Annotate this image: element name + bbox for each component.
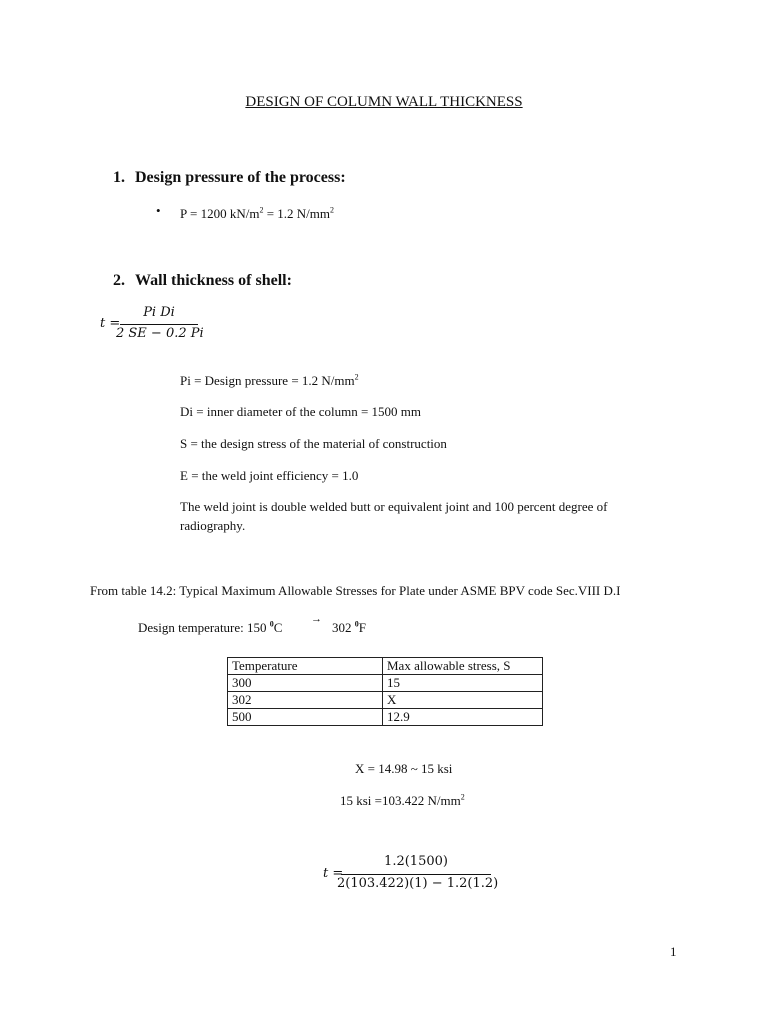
page-number: 1: [670, 944, 677, 959]
design-temperature-f: [332, 620, 366, 636]
pressure-sup-1: 2: [259, 205, 264, 215]
table-cell: 302: [228, 692, 383, 709]
unit-f: F: [358, 620, 366, 635]
formula-denominator: 2(103.422)(1) − 1.2(1.2): [337, 876, 499, 891]
pressure-text-2: = 1.2 N/mm: [263, 206, 331, 221]
table-header-cell: Max allowable stress, S: [383, 658, 543, 675]
formula-numerator: 1.2(1500): [384, 854, 448, 869]
weld-note-line-2: radiography.: [180, 518, 246, 533]
table-row: [228, 709, 543, 726]
weld-note-line-1: The weld joint is double welded butt or equivalent joint and 100 percent degree of: [180, 499, 608, 514]
unit-c: C: [273, 620, 283, 635]
design-temp-label: Design temperature: 150: [138, 620, 270, 635]
table-header-row: [228, 658, 543, 675]
pressure-sup-2: 2: [330, 205, 335, 215]
pressure-value: [180, 206, 334, 222]
definition-e: E = the weld joint efficiency = 1.0: [180, 468, 359, 483]
ksi-conversion-text: 15 ksi =103.422 N/mm: [340, 793, 461, 808]
formula-lhs: t =: [323, 866, 344, 881]
definition-s: S = the design stress of the material of construction: [180, 436, 447, 451]
ksi-conversion-sup: 2: [460, 792, 465, 802]
design-temp-f-value: 302: [332, 620, 355, 635]
definition-di: Di = inner diameter of the column = 1500 mm: [180, 404, 422, 419]
table-cell: X: [383, 692, 543, 709]
stress-table: [227, 657, 543, 726]
section-title: Wall thickness of shell:: [135, 272, 292, 289]
definition-pi-sup: 2: [354, 372, 359, 382]
page-title: DESIGN OF COLUMN WALL THICKNESS: [245, 94, 523, 110]
fraction-bar: [120, 324, 198, 325]
thickness-calculation: [323, 854, 503, 896]
section-number: 2.: [113, 272, 125, 289]
table-row: [228, 692, 543, 709]
table-row: [228, 675, 543, 692]
thickness-formula: [100, 305, 210, 345]
formula-lhs: t =: [100, 316, 121, 331]
fraction-bar: [341, 874, 491, 875]
bullet-dot: •: [156, 203, 161, 218]
section-heading-1: [113, 169, 346, 187]
section-heading-2: [113, 272, 292, 290]
definition-pi-text: Pi = Design pressure = 1.2 N/mm: [180, 373, 355, 388]
degree-sup-c: 0: [269, 619, 274, 629]
degree-sup-f: 0: [354, 619, 359, 629]
ksi-conversion: [340, 793, 465, 809]
table-cell: 15: [383, 675, 543, 692]
table-header-cell: Temperature: [228, 658, 383, 675]
table-cell: 500: [228, 709, 383, 726]
table-cell: 12.9: [383, 709, 543, 726]
table-cell: 300: [228, 675, 383, 692]
section-title: Design pressure of the process:: [135, 169, 346, 186]
x-interpolation: X = 14.98 ~ 15 ksi: [355, 761, 453, 776]
arrow-right-icon: →: [311, 613, 322, 625]
design-temperature: [138, 620, 282, 636]
formula-numerator: Pi Di: [143, 305, 175, 320]
pressure-text-1: P = 1200 kN/m: [180, 206, 260, 221]
formula-denominator: 2 SE − 0.2 Pi: [116, 326, 204, 341]
section-number: 1.: [113, 169, 125, 186]
definition-pi: [180, 373, 359, 389]
table-reference: From table 14.2: Typical Maximum Allowable Stresses for Plate under ASME BPV code Sec.VIII D.I: [90, 583, 621, 598]
